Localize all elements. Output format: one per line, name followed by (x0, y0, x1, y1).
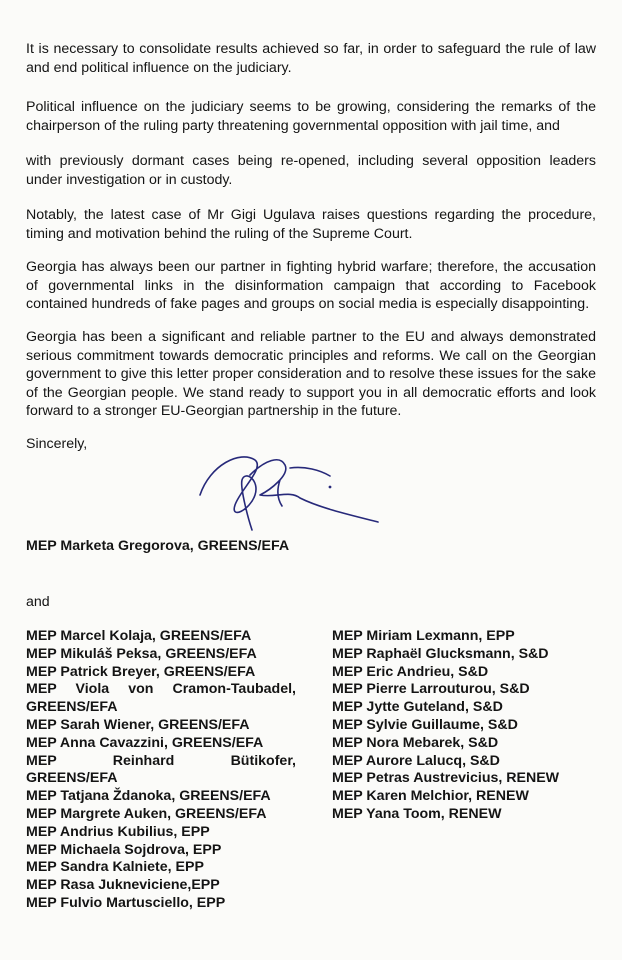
signatory: MEP Mikuláš Peksa, GREENS/EFA (26, 645, 257, 662)
signatory: MEP Karen Melchior, RENEW (332, 788, 529, 805)
signatory: MEP Rasa Jukneviciene,EPP (26, 877, 220, 894)
signatory: MEP Pierre Larrouturou, S&D (332, 681, 530, 698)
signatory: MEP Michaela Sojdrova, EPP (26, 841, 222, 858)
signatory: MEP Marcel Kolaja, GREENS/EFA (26, 628, 252, 644)
signatory: MEP Raphaël Glucksmann, S&D (332, 645, 549, 662)
signatory: MEP Petras Austrevicius, RENEW (332, 770, 560, 787)
signatory: MEP Aurore Lalucq, S&D (332, 752, 500, 769)
signatory: MEP Eric Andrieu, S&D (332, 663, 489, 680)
paragraph-rule-of-law: It is necessary to consolidate results achieved so far, in order to safeguard the rule of law and end political influence on the judiciary. (26, 41, 596, 76)
paragraph-ugulava-case: Notably, the latest case of Mr Gigi Ugulava raises questions regarding the procedure, timing and motivation behind the ruling of the Supreme Court. (26, 207, 596, 242)
signatory: MEP Miriam Lexmann, EPP (332, 628, 515, 644)
signatory-line: MEP Viola von Cramon-Taubadel, (26, 681, 296, 698)
signatories-right-column (332, 628, 612, 824)
signatory: MEP Sandra Kalniete, EPP (26, 859, 204, 876)
signatory-viola (26, 681, 326, 717)
signatory: MEP Patrick Breyer, GREENS/EFA (26, 663, 256, 680)
signatory-line: GREENS/EFA (26, 770, 118, 787)
lead-signatory: MEP Marketa Gregorova, GREENS/EFA (26, 538, 290, 554)
signatory: MEP Fulvio Martusciello, EPP (26, 894, 226, 911)
signatory: MEP Jytte Guteland, S&D (332, 699, 503, 716)
signatory-reinhard (26, 753, 326, 789)
signatory: MEP Tatjana Ždanoka, GREENS/EFA (26, 788, 271, 805)
signatory: MEP Anna Cavazzini, GREENS/EFA (26, 734, 264, 751)
and-label: and (26, 594, 50, 610)
paragraph-dormant-cases: with previously dormant cases being re-opened, including several opposition leaders under investigation or in custody. (26, 153, 596, 188)
paragraph-hybrid-warfare: Georgia has always been our partner in fighting hybrid warfare; therefore, the accusation of governmental links in the disinformation campaign that according to Facebook contained hundreds of fake pages and groups on social media is especially disappointing. (26, 259, 596, 312)
paragraph-partnership: Georgia has been a significant and reliable partner to the EU and always demonstrated serious commitment towards democratic principles and reforms. We call on the Georgian government to give this letter proper consideration and to resolve these issues for the sake of the Georgian people. We stand ready to support you in all democratic efforts and look forward to a stronger EU-Georgian partnership in the future. (26, 329, 596, 419)
signatory: MEP Yana Toom, RENEW (332, 805, 502, 822)
signatory: MEP Andrius Kubilius, EPP (26, 823, 210, 840)
signatory-line: MEP Reinhard Bütikofer, (26, 752, 296, 769)
closing-salutation: Sincerely, (26, 436, 88, 452)
paragraph-political-influence: Political influence on the judiciary seems to be growing, considering the remarks of the chairperson of the ruling party threatening governmental opposition with jail time, and (26, 99, 596, 134)
handwritten-signature (180, 440, 380, 535)
signatory: MEP Margrete Auken, GREENS/EFA (26, 805, 267, 822)
signatory: MEP Sarah Wiener, GREENS/EFA (26, 716, 250, 733)
signatory: MEP Nora Mebarek, S&D (332, 734, 499, 751)
signatories-left-column (26, 628, 326, 913)
signatory: MEP Sylvie Guillaume, S&D (332, 716, 518, 733)
signatory-line: GREENS/EFA (26, 699, 118, 716)
